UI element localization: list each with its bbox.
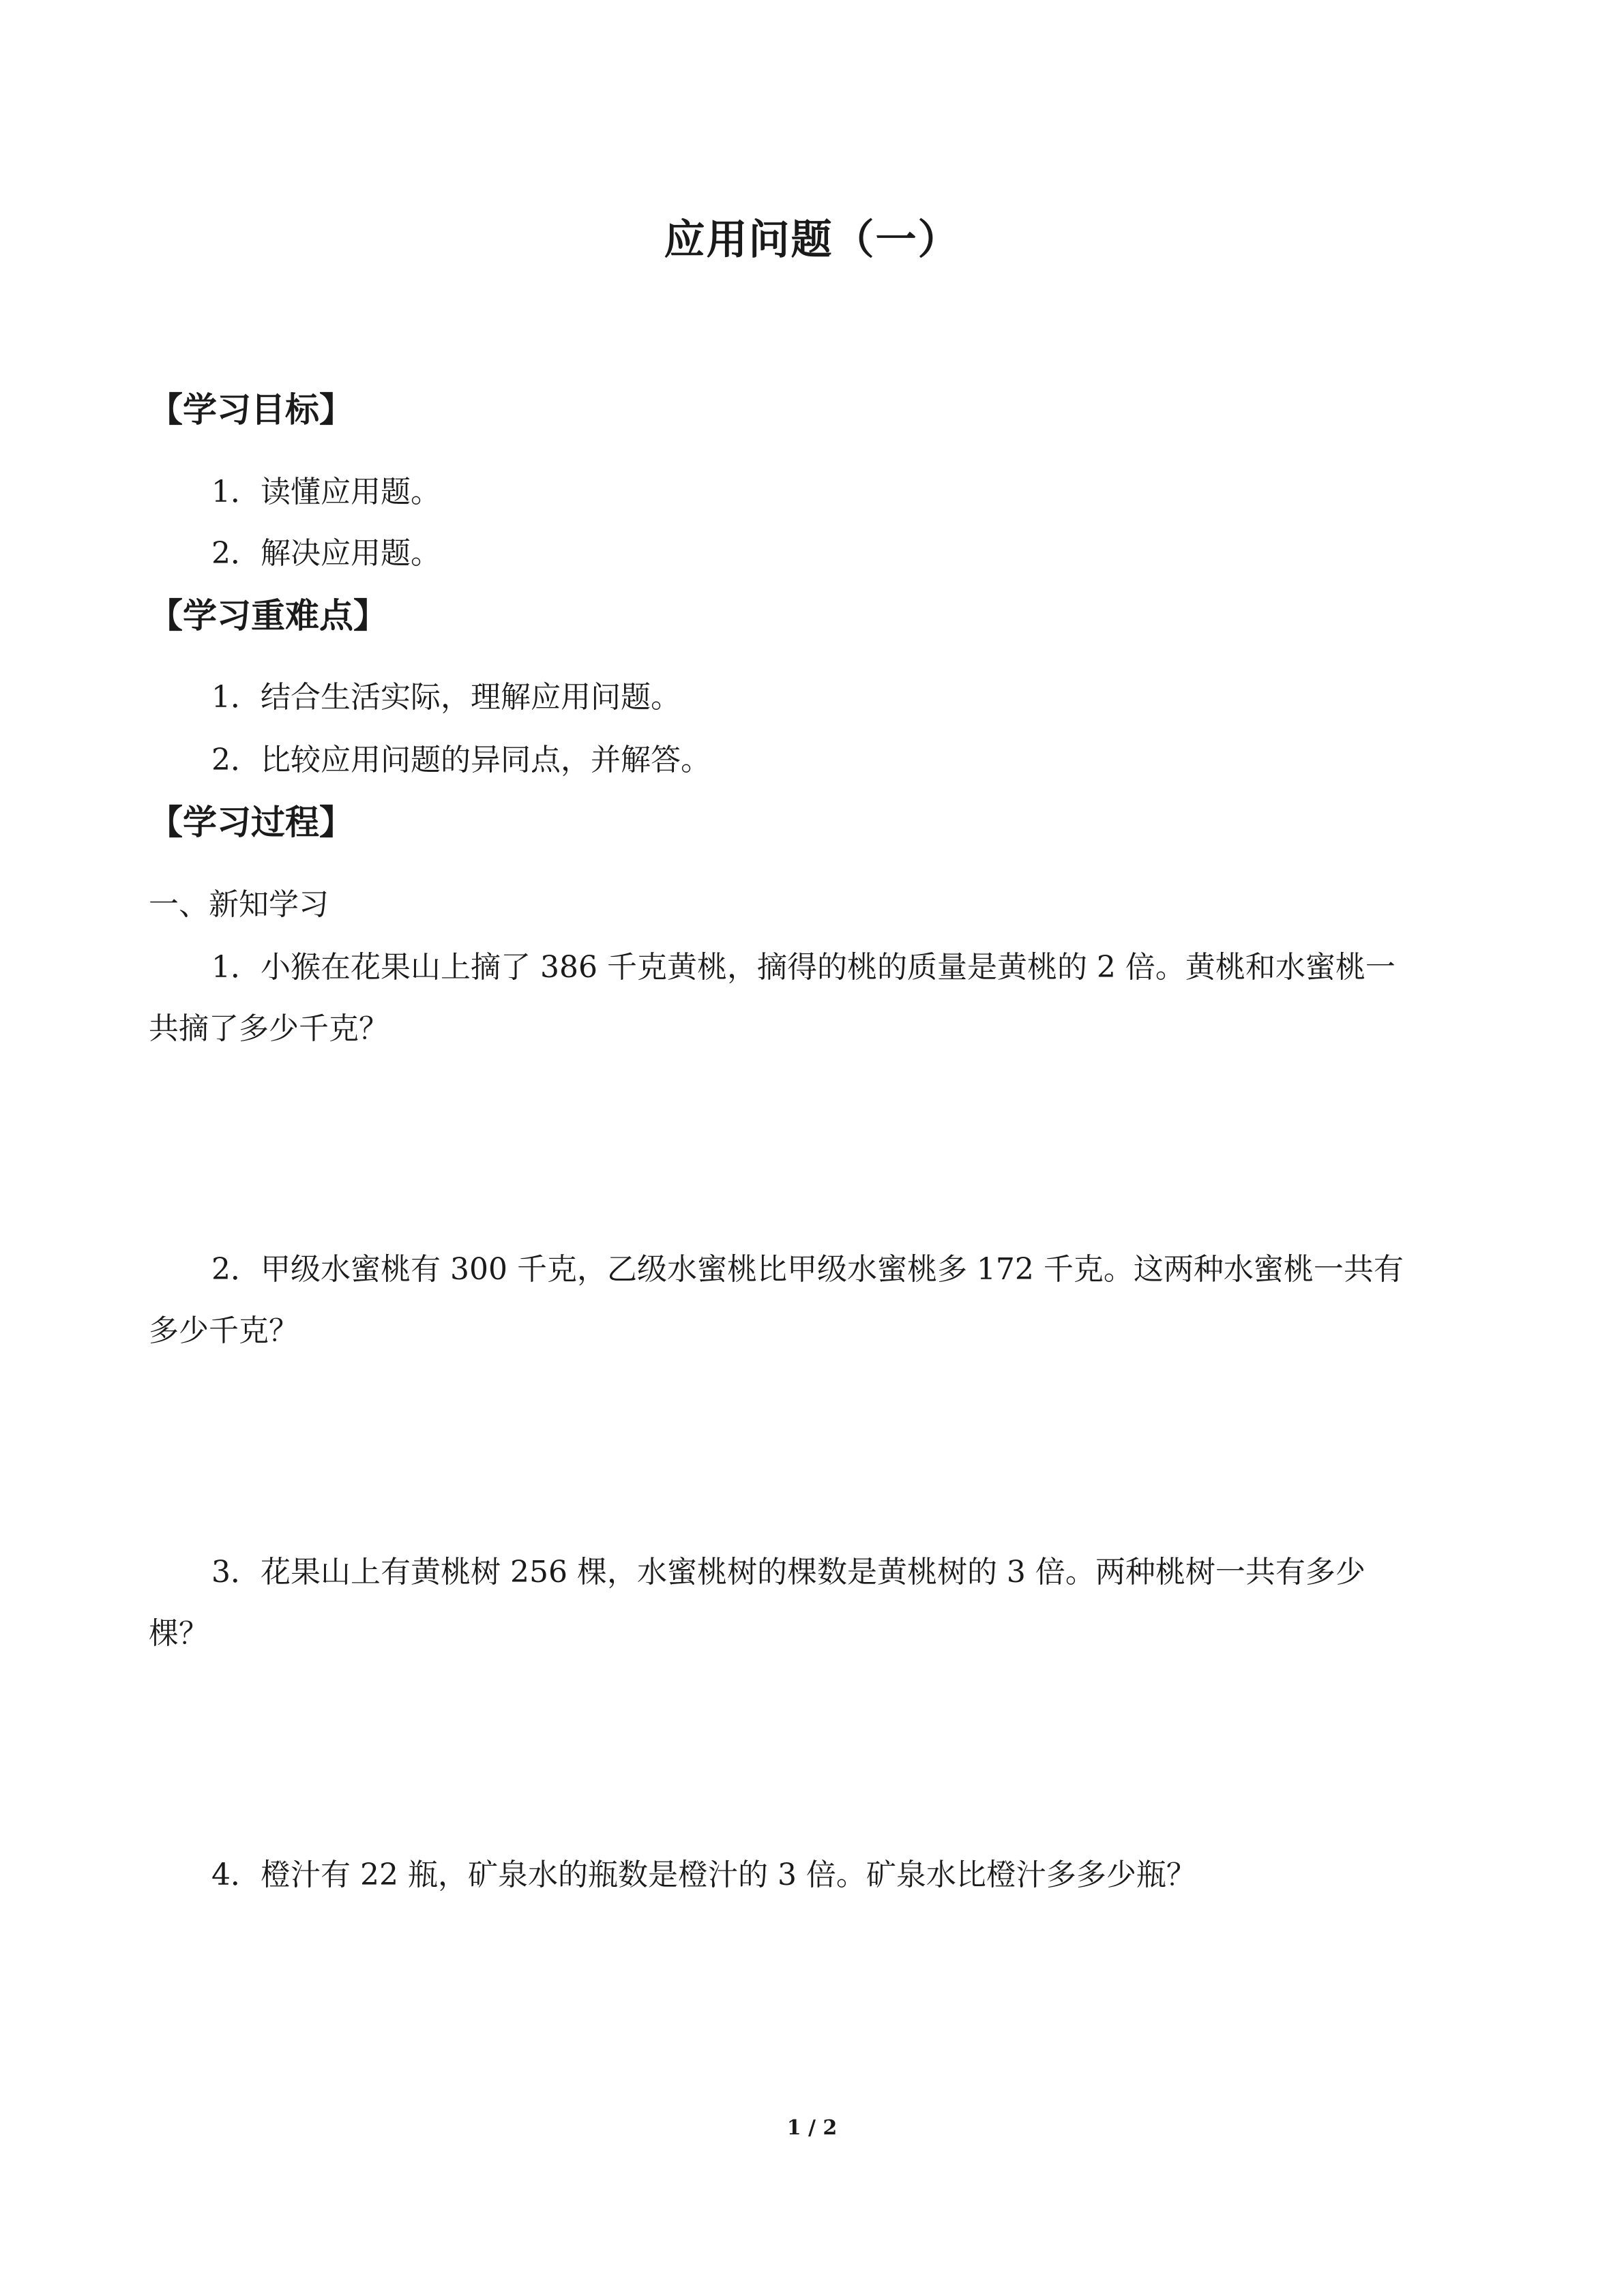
problem-2-line-2: 多少千克？ (149, 1313, 299, 1348)
goal-item: 2．解决应用题。 (211, 536, 441, 571)
page-number: 1 / 2 (786, 2116, 838, 2140)
subsection-heading: 一、新知学习 (149, 887, 329, 922)
section-heading-key-points: 【学习重难点】 (149, 596, 387, 636)
key-point-item: 1．结合生活实际，理解应用问题。 (211, 680, 681, 715)
problem-2-line-1: 2．甲级水蜜桃有 300 千克，乙级水蜜桃比甲级水蜜桃多 172 千克。这两种水蜜桃一共有 (211, 1252, 1404, 1287)
problem-3-line-1: 3．花果山上有黄桃树 256 棵，水蜜桃树的棵数是黄桃树的 3 倍。两种桃树一共有多少 (211, 1555, 1365, 1590)
goal-item: 1．读懂应用题。 (211, 475, 441, 509)
problem-4-line-1: 4．橙汁有 22 瓶，矿泉水的瓶数是橙汁的 3 倍。矿泉水比橙汁多多少瓶？ (211, 1858, 1196, 1892)
key-point-item: 2．比较应用问题的异同点，并解答。 (211, 743, 711, 777)
page-title: 应用问题（一） (664, 216, 960, 264)
problem-1-line-2: 共摘了多少千克？ (149, 1011, 389, 1046)
problem-1-line-1: 1．小猴在花果山上摘了 386 千克黄桃，摘得的桃的质量是黄桃的 2 倍。黄桃和水蜜桃一 (211, 950, 1396, 985)
section-heading-goals: 【学习目标】 (149, 390, 353, 430)
problem-3-line-2: 棵？ (149, 1616, 209, 1651)
section-heading-process: 【学习过程】 (149, 803, 353, 842)
